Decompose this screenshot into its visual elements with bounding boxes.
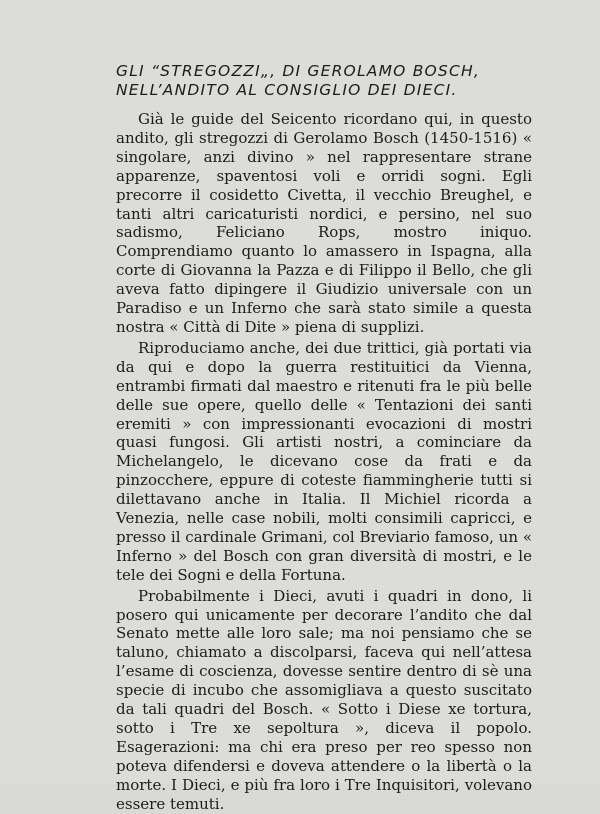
heading-line-2: NELL’ANDITO AL CONSIGLIO DEI DIECI. (116, 81, 458, 99)
page-heading (116, 62, 532, 100)
paragraph-2: Riproduciamo anche, dei due trittici, già portati via da qui e dopo la guerra restituitici da Vienna, entrambi firmati dal maestro e ritenuti fra le più belle delle sue opere, quello delle « Tentazioni dei santi eremiti » con impressionanti evocazioni di mostri quasi fungosi. Gli artisti nostri, a cominciare da Michelangelo, le dicevano cose da frati e da pinzocchere, eppure di coteste fiammingherie tutti si dilettavano anche in Italia. Il Michiel ricorda a Venezia, nelle case nobili, molti consimili capricci, e presso il cardinale Grimani, col Breviario famoso, un « Inferno » del Bosch con gran diversità di mostri, e le tele dei Sogni e della Fortuna. (116, 338, 532, 584)
paragraph-3: Probabilmente i Dieci, avuti i quadri in dono, li posero qui unicamente per decorare l’andito che dal Senato mette alle loro sale; ma noi pensiamo che se taluno, chiamato a discolparsi, faceva qui nell’attesa l’esame di coscienza, dovesse sentire dentro di sè una specie di incubo che assomigliava a questo suscitato da tali quadri del Bosch. « Sotto i Diese xe tortura, sotto i Tre xe sepoltura », diceva il popolo. Esagerazioni: ma chi era preso per reo spesso non poteva difendersi e doveva attendere o la libertà o la morte. I Dieci, e più fra loro i Tre Inquisitori, volevano essere temuti. (116, 586, 532, 813)
body-text (116, 110, 532, 814)
paragraph-1: Già le guide del Seicento ricordano qui, in questo andito, gli stregozzi di Gerolamo Bosch (1450-1516) « singolare, anzi divino » nel rappresentare strane apparenze, spaventosi voli e orridi sogni. Egli precorre il cosidetto Civetta, il vecchio Breughel, e tanti altri caricaturisti nordici, e persino, nel suo sadismo, Feliciano Rops, mostro iniquo. Comprendiamo quanto lo amassero in Ispagna, alla corte di Giovanna la Pazza e di Filippo il Bello, che gli aveva fatto dipingere il Giudizio universale con un Paradiso e un Inferno che sarà stato simile a questa nostra « Città di Dite » piena di supplizi. (116, 110, 532, 336)
heading-line-1: GLI “STREGOZZI„, DI GEROLAMO BOSCH, (116, 62, 480, 80)
